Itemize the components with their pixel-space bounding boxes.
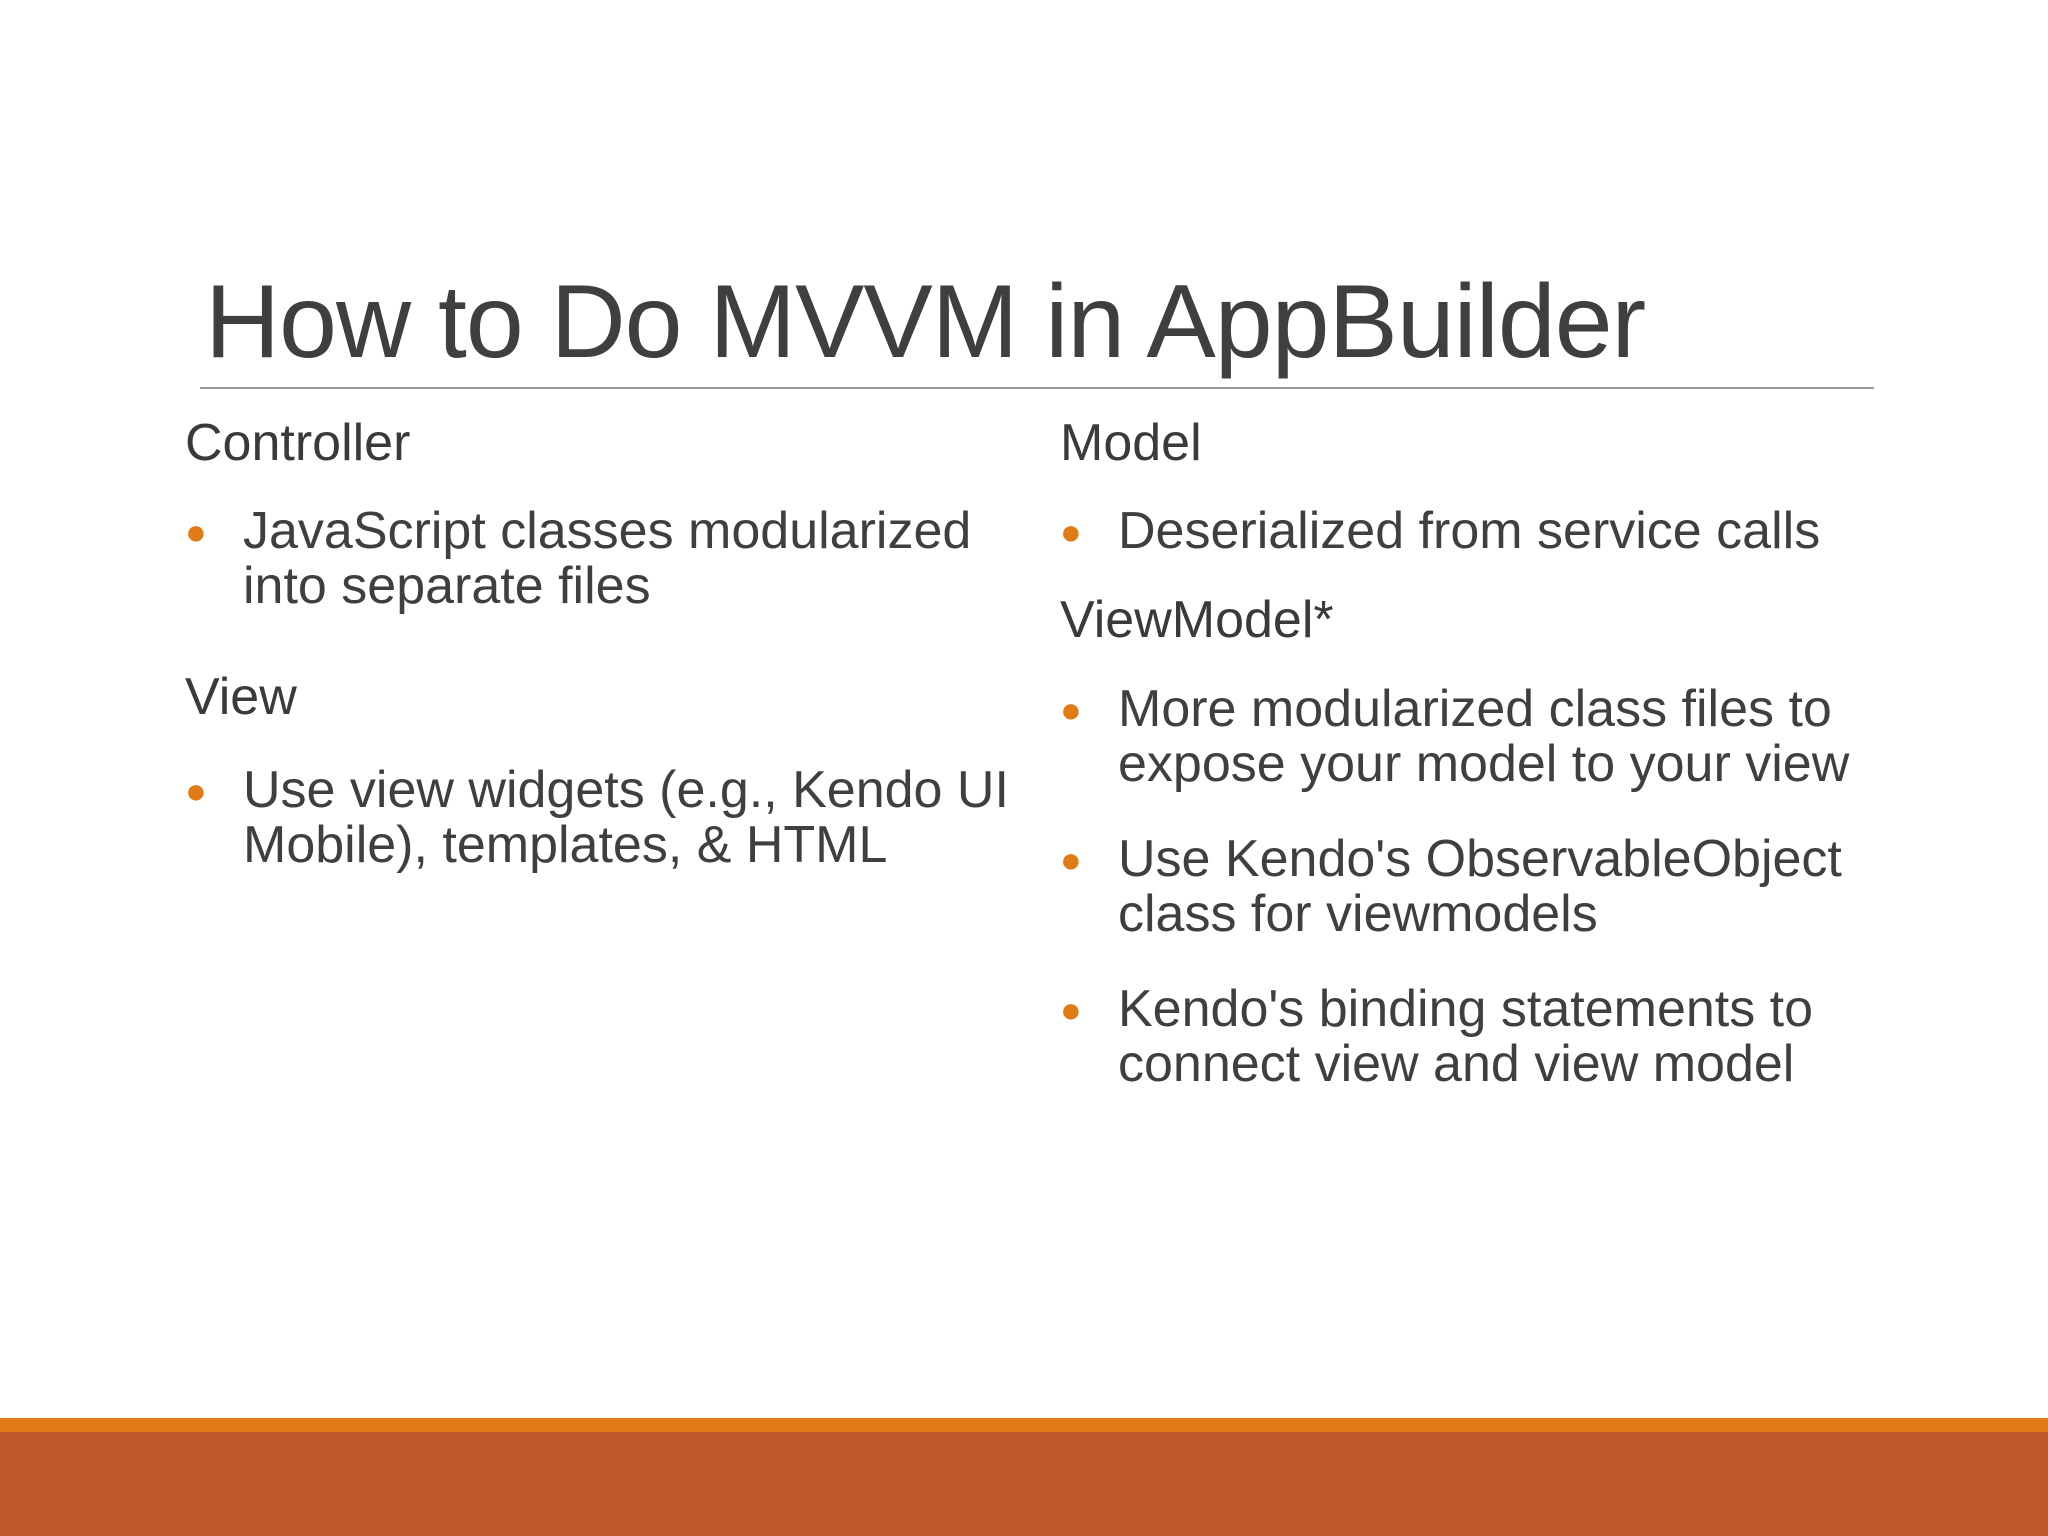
view-section xyxy=(185,666,1015,872)
viewmodel-bullet-list xyxy=(1060,679,1880,1093)
model-heading: Model xyxy=(1060,414,1202,472)
model-section xyxy=(1060,412,1880,559)
bullet-text: JavaScript classes modularized into separate files xyxy=(243,502,972,616)
controller-bullet-list xyxy=(185,504,1015,614)
bullet-text: Deserialized from service calls xyxy=(1118,502,1821,561)
title-divider xyxy=(200,387,1874,389)
slide-title: How to Do MVVM in AppBuilder xyxy=(205,264,1646,380)
controller-section xyxy=(185,412,1015,614)
footer-accent-stripe xyxy=(0,1418,2048,1432)
right-column xyxy=(1060,412,1880,1092)
view-bullet-list xyxy=(185,760,1015,874)
bullet-item xyxy=(1060,679,1880,793)
viewmodel-heading: ViewModel* xyxy=(1060,591,1334,650)
bullet-text: Use Kendo's ObservableObject class for viewmodels xyxy=(1118,829,1842,943)
bullet-item xyxy=(185,504,1015,614)
bullet-item xyxy=(1060,979,1880,1093)
viewmodel-section xyxy=(1060,589,1880,1091)
bullet-dot-icon: ● xyxy=(1060,511,1082,553)
bullet-dot-icon: ● xyxy=(185,511,207,553)
bullet-item xyxy=(1060,829,1880,943)
bullet-dot-icon: ● xyxy=(185,769,207,811)
bullet-text: More modularized class files to expose your model to your view xyxy=(1118,679,1850,793)
bullet-text: Use view widgets (e.g., Kendo UI Mobile), templates, & HTML xyxy=(243,760,1009,874)
bullet-dot-icon: ● xyxy=(1060,688,1082,730)
controller-heading: Controller xyxy=(185,414,411,472)
bullet-item xyxy=(185,760,1015,874)
bullet-dot-icon: ● xyxy=(1060,838,1082,880)
bullet-text: Kendo's binding statements to connect view and view model xyxy=(1118,979,1814,1093)
footer-bar xyxy=(0,1432,2048,1536)
bullet-item xyxy=(1060,504,1880,559)
bullet-dot-icon: ● xyxy=(1060,988,1082,1030)
model-bullet-list xyxy=(1060,504,1880,559)
left-column xyxy=(185,412,1015,873)
view-heading: View xyxy=(185,668,297,727)
